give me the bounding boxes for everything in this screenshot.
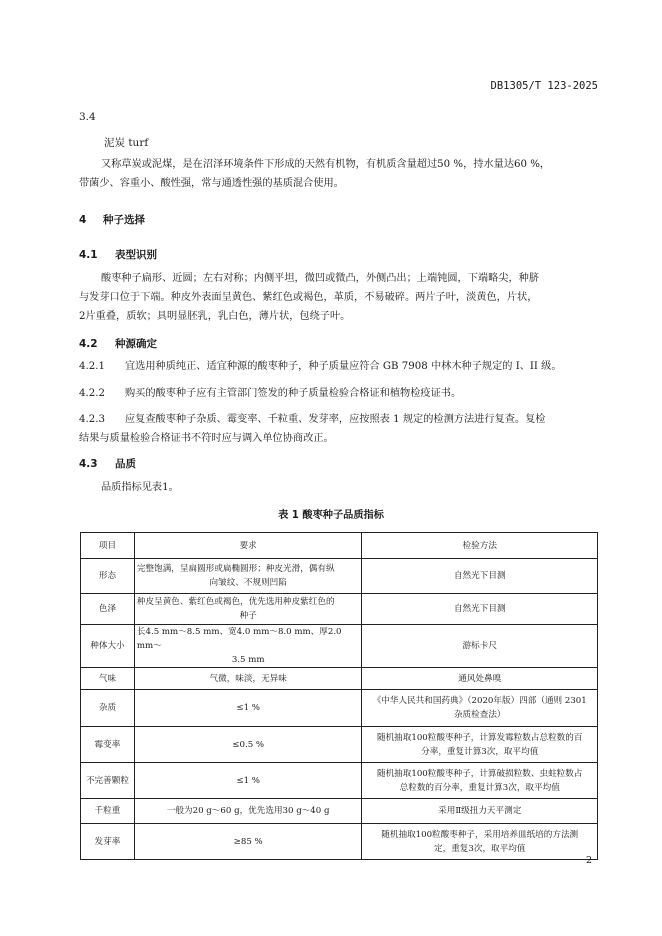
section-number: 4.2 [79, 338, 98, 350]
table-cell-method: 通风处鼻嗅 [362, 668, 598, 690]
clause [79, 410, 599, 448]
document-code: DB1305/T 123-2025 [490, 80, 598, 92]
table-cell-item: 千粒重 [81, 799, 135, 824]
table-cell-method [362, 824, 598, 860]
cell-line: 随机抽取100粒酸枣种子，计算发霉粒数占总粒数的百 [376, 732, 583, 743]
section-title: 表型识别 [115, 249, 157, 261]
text-line: 与发芽口位于下端。种皮外表面呈黄色、紫红色或褐色，革质，不易破碎。两片子叶，淡黄色，片状， [79, 292, 538, 303]
clause-text: 应复查酸枣种子杂质、霉变率、千粒重、发芽率，应按照表 1 规定的检测方法进行复查。复检 [125, 414, 546, 425]
text-line: 又称草炭或泥煤，是在沼泽环境条件下形成的天然有机物，有机质含量超过50 %，持水量达60 %， [101, 159, 551, 170]
cell-line: 分率，重复计算3次，取平均值 [421, 746, 539, 757]
clause-number: 4.2.2 [79, 388, 105, 399]
table-cell-requirement [134, 559, 362, 594]
section-paragraph [79, 478, 599, 497]
term-number: 3.4 [79, 111, 96, 123]
column-header: 要求 [134, 533, 362, 559]
table-cell-item: 气味 [81, 668, 135, 690]
section-title: 种源确定 [115, 338, 157, 350]
table-cell-requirement: ≤1 % [134, 690, 362, 727]
column-header: 项目 [81, 533, 135, 559]
cell-line: 总粒数的百分率，重复计算3次，取平均值 [399, 782, 560, 793]
text-line [79, 410, 599, 429]
section-heading [79, 336, 157, 351]
table-row [81, 799, 598, 824]
quality-table [80, 532, 598, 860]
table-row [81, 668, 598, 690]
clause-text: 购买的酸枣种子应有主管部门签发的种子质量检验合格证和植物检疫证书。 [125, 388, 462, 399]
table-cell-item: 霉变率 [81, 727, 135, 763]
clause [79, 384, 599, 403]
table-cell-item: 形态 [81, 559, 135, 594]
table-cell-item: 色泽 [81, 594, 135, 625]
cell-line: 种子 [239, 611, 257, 621]
table-cell-item: 杂质 [81, 690, 135, 727]
section-title: 品质 [115, 458, 136, 470]
term-name: 泥炭 turf [104, 137, 149, 149]
table-caption: 表 1 酸枣种子品质指标 [278, 510, 384, 521]
text-line [79, 384, 599, 403]
cell-line: 3.5 mm [231, 655, 265, 665]
section-title: 种子选择 [103, 214, 145, 226]
section-paragraph [79, 269, 599, 326]
cell-line: 向皱纹、不规则凹陷 [209, 578, 287, 588]
table-header-row [81, 533, 598, 559]
clause-number: 4.2.1 [79, 361, 105, 372]
table-cell-method: 自然光下目测 [362, 559, 598, 594]
page-number: 2 [585, 855, 592, 866]
cell-line: 种皮呈黄色、紫红色或褐色，优先选用种皮紫红色的 [136, 597, 335, 607]
table-cell-requirement: ≥85 % [134, 824, 362, 860]
table-cell-item: 发芽率 [81, 824, 135, 860]
text-line [79, 357, 599, 376]
section-heading [79, 212, 145, 227]
table-cell-requirement [134, 594, 362, 625]
table-cell-method [362, 727, 598, 763]
table-row [81, 594, 598, 625]
clause-text: 宜选用种质纯正、适宜种源的酸枣种子，种子质量应符合 GB 7908 中林木种子规定的 I、II 级。 [125, 361, 562, 372]
table-row [81, 625, 598, 668]
section-number: 4 [79, 214, 87, 226]
cell-line: 定，重复3次，取平均值 [434, 843, 526, 854]
section-number: 4.1 [79, 249, 98, 261]
cell-line: 长4.5 mm～8.5 mm、宽4.0 mm～8.0 mm、厚2.0 mm～ [136, 627, 342, 651]
cell-line: 随机抽取100粒酸枣种子，采用培养皿纸培的方法测 [381, 829, 579, 840]
section-number: 4.3 [79, 458, 98, 470]
table-cell-requirement: ≤0.5 % [134, 727, 362, 763]
section-heading [79, 247, 157, 262]
term-definition [79, 155, 599, 193]
table-cell-method [362, 763, 598, 799]
table-row [81, 727, 598, 763]
table-row [81, 763, 598, 799]
cell-line: 《中华人民共和国药典》（2020年版）四部（通则 2301 [372, 696, 587, 706]
text-line: 结果与质量检验合格证书不符时应与调入单位协商改正。 [79, 433, 334, 444]
cell-line: 完整饱满，呈扁圆形或扁椭圆形；种皮光滑，偶有纵 [136, 564, 335, 574]
text-line: 品质指标见表1。 [101, 482, 179, 493]
clause [79, 357, 599, 376]
table-cell-method: 自然光下目测 [362, 594, 598, 625]
clause-number: 4.2.3 [79, 414, 105, 425]
column-header: 检验方法 [362, 533, 598, 559]
table-cell-requirement: 一般为20 g～60 g，优先选用30 g～40 g [134, 799, 362, 824]
table-cell-method [362, 690, 598, 727]
table-cell-requirement: 气微，味淡，无异味 [134, 668, 362, 690]
text-line: 带菌少、容重小、酸性强，常与通透性强的基质混合使用。 [79, 178, 344, 189]
cell-line: 随机抽取100粒酸枣种子，计算破损粒数、虫蛀粒数占 [376, 768, 583, 779]
table-cell-item: 不完善颗粒 [81, 763, 135, 799]
table-cell-method: 采用Ⅱ级扭力天平测定 [362, 799, 598, 824]
table-cell-method: 游标卡尺 [362, 625, 598, 668]
table-row [81, 690, 598, 727]
text-line: 酸枣种子扁形、近圆；左右对称；内侧平坦，微凹或微凸，外侧凸出；上端钝圆，下端略尖，种脐 [101, 273, 540, 284]
table-cell-requirement [134, 625, 362, 668]
table-cell-item: 种体大小 [81, 625, 135, 668]
text-line: 2片重叠，质软；具明显胚乳，乳白色，薄片状，包绕子叶。 [79, 311, 351, 322]
cell-line: 杂质检查法） [453, 710, 506, 720]
table-row [81, 559, 598, 594]
table-row [81, 824, 598, 860]
table-cell-requirement: ≤1 % [134, 763, 362, 799]
section-heading [79, 456, 136, 471]
